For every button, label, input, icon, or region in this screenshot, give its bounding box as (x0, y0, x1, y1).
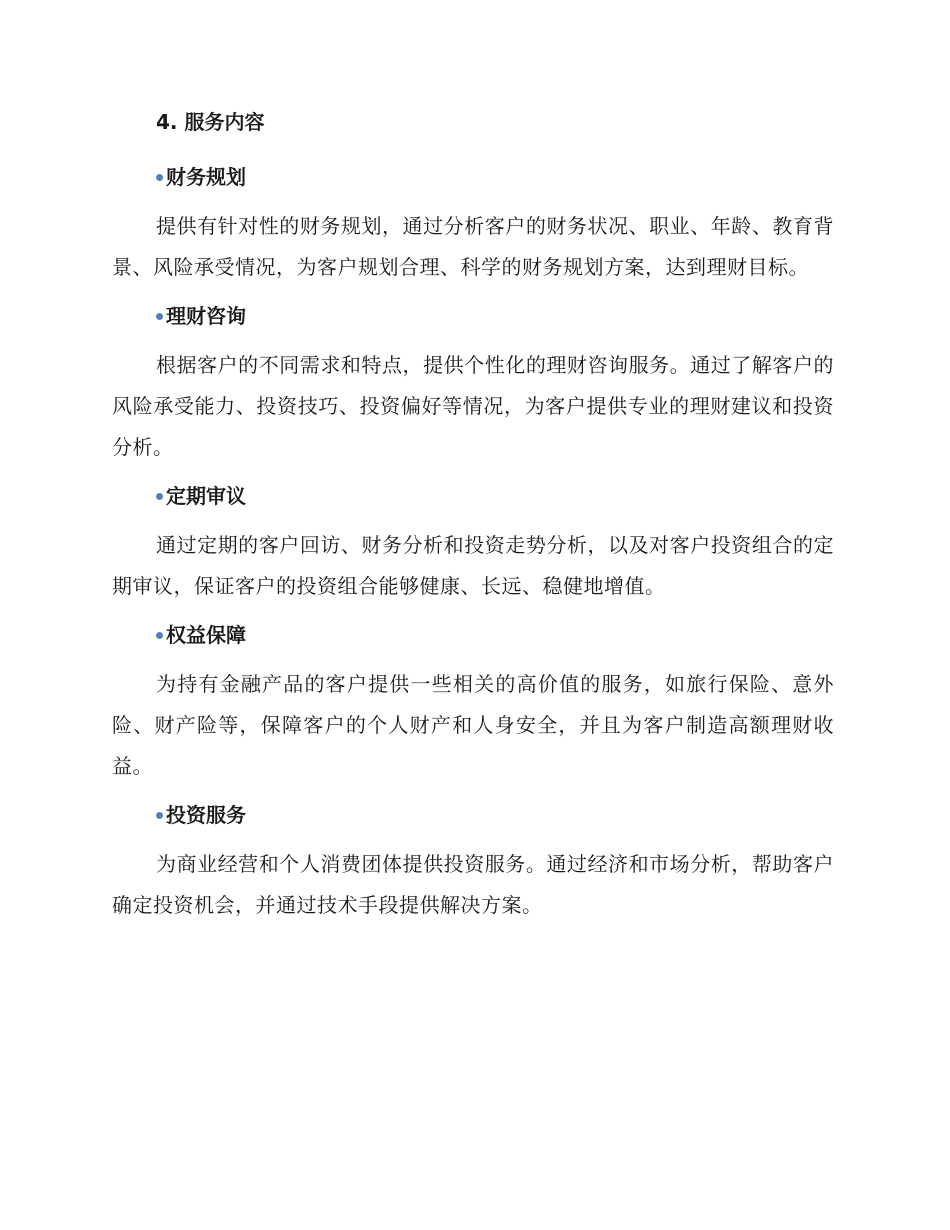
bullet-icon (156, 313, 163, 320)
bullet-icon (156, 174, 163, 181)
document-page (112, 108, 834, 926)
item-title: 权益保障 (166, 623, 246, 647)
item-title: 投资服务 (166, 803, 246, 827)
section-heading: 4. 服务内容 (156, 110, 265, 134)
item-title: 理财咨询 (166, 304, 246, 328)
item-paragraph-wealth-consulting: 根据客户的不同需求和特点，提供个性化的理财咨询服务。通过了解客户的风险承受能力、投资技巧、投资偏好等情况，为客户提供专业的理财建议和投资分析。 (112, 353, 834, 459)
item-heading-rights-protection (156, 621, 834, 649)
item-paragraph-financial-planning: 提供有针对性的财务规划，通过分析客户的财务状况、职业、年龄、教育背景、风险承受情况，为客户规划合理、科学的财务规划方案，达到理财目标。 (112, 214, 834, 279)
bullet-icon (156, 632, 163, 639)
bullet-icon (156, 812, 163, 819)
item-paragraph-periodic-review: 通过定期的客户回访、财务分析和投资走势分析，以及对客户投资组合的定期审议，保证客户的投资组合能够健康、长远、稳健地增值。 (112, 533, 834, 598)
item-paragraph-investment-services: 为商业经营和个人消费团体提供投资服务。通过经济和市场分析，帮助客户确定投资机会，并通过技术手段提供解决方案。 (112, 852, 834, 917)
item-heading-wealth-consulting (156, 302, 834, 330)
item-paragraph-rights-protection: 为持有金融产品的客户提供一些相关的高价值的服务，如旅行保险、意外险、财产险等，保障客户的个人财产和人身安全，并且为客户制造高额理财收益。 (112, 672, 834, 778)
bullet-icon (156, 493, 163, 500)
item-heading-periodic-review (156, 482, 834, 510)
item-heading-financial-planning (156, 163, 834, 191)
item-title: 定期审议 (166, 484, 246, 508)
item-heading-investment-services (156, 801, 834, 829)
item-title: 财务规划 (166, 165, 246, 189)
